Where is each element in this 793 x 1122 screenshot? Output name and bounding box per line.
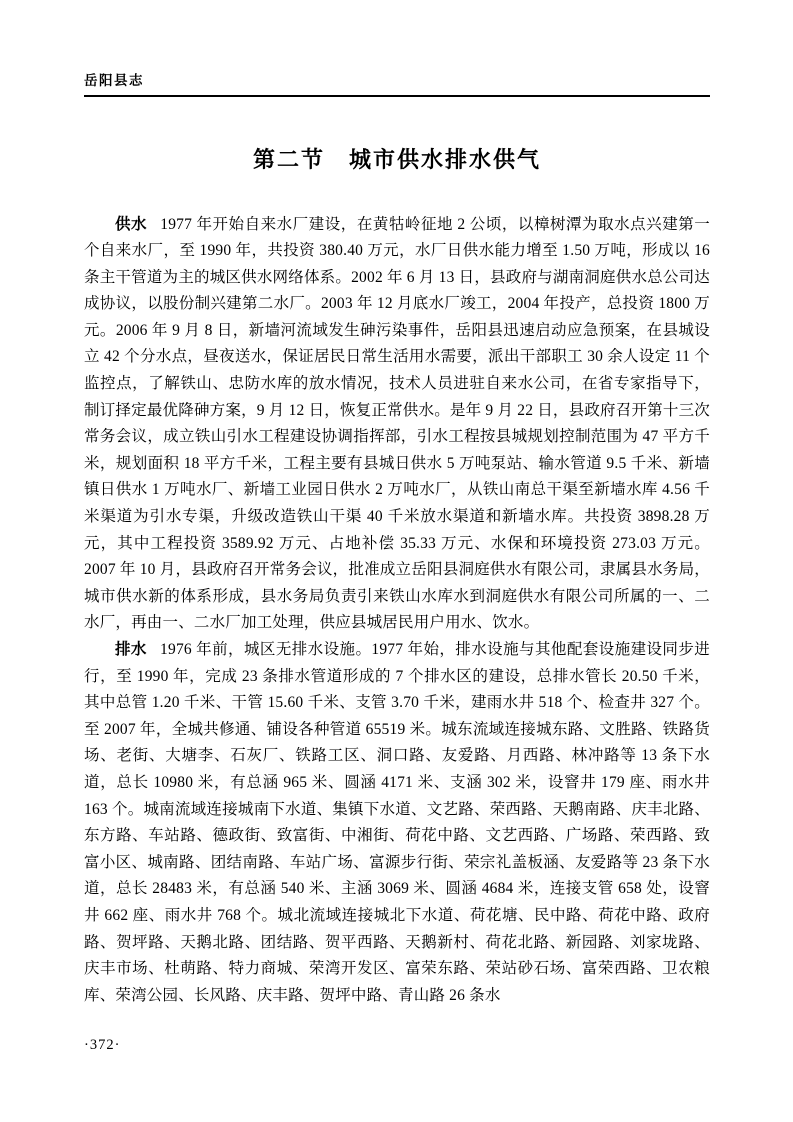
- paragraph-text-drainage: 1976 年前，城区无排水设施。1977 年始，排水设施与其他配套设施建设同步进行，至 1990 年，完成 23 条排水管道形成的 7 个排水区的建设，总排水管长 20.50 千米，其中总管 1.20 千米、干管 15.60 千米、支管 3.70 千米，建雨水井 518 个、检查井 327 个。至 2007 年，全城共修通、铺设各种管道 65519 米。城东流域连接城东路、文胜路、铁路货场、老街、大塘李、石灰厂、铁路工区、洞口路、友爱路、月西路、林冲路等 13 条下水道，总长 10980 米，有总涵 965 米、圆涵 4171 米、支涵 302 米，设窨井 179 座、雨水井 163 个。城南流域连接城南下水道、集镇下水道、文艺路、荣西路、天鹅南路、庆丰北路、东方路、车站路、德政街、致富街、中湘街、荷花中路、文艺西路、广场路、荣西路、致富小区、城南路、团结南路、车站广场、富源步行街、荣宗礼盖板涵、友爱路等 23 条下水道，总长 28483 米，有总涵 540 米、主涵 3069 米、圆涵 4684 米，连接支管 658 处，设窨井 662 座、雨水井 768 个。城北流域连接城北下水道、荷花塘、民中路、荷花中路、政府路、贺坪路、天鹅北路、团结路、贺平西路、天鹅新村、荷花北路、新园路、刘家垅路、庆丰市场、杜萌路、特力商城、荣湾开发区、富荣东路、荣站砂石场、富荣西路、卫农粮库、荣湾公园、长风路、庆丰路、贺坪中路、青山路 26 条水: [84, 641, 710, 1004]
- header-rule: [84, 95, 710, 97]
- section-title: 第二节 城市供水排水供气: [252, 146, 541, 172]
- document-page: [84, 0, 710, 1122]
- paragraph-text-water-supply: 1977 年开始自来水厂建设，在黄牯岭征地 2 公顷，以樟树潭为取水点兴建第一个自来水厂，至 1990 年，共投资 380.40 万元，水厂日供水能力增至 1.50 万吨，形成以 16 条主干管道为主的城区供水网络体系。2002 年 6 月 13 日，县政府与湖南洞庭供水总公司达成协议，以股份制兴建第二水厂。2003 年 12 月底水厂竣工，2004 年投产，总投资 1800 万元。2006 年 9 月 8 日，新墙河流域发生砷污染事件，岳阳县迅速启动应急预案，在县城设立 42 个分水点，昼夜送水，保证居民日常生活用水需要，派出干部职工 30 余人设定 11 个监控点，了解铁山、忠防水库的放水情况，技术人员进驻自来水公司，在省专家指导下，制订择定最优降砷方案，9 月 12 日，恢复正常供水。是年 9 月 22 日，县政府召开第十三次常务会议，成立铁山引水工程建设协调指挥部，引水工程按县城规划控制范围为 47 平方千米，规划面积 18 平方千米，工程主要有县城日供水 5 万吨泵站、输水管道 9.5 千米、新墙镇日供水 1 万吨水厂、新墙工业园日供水 2 万吨水厂，从铁山南总干渠至新墙水库 4.56 千米渠道为引水专渠，升级改造铁山干渠 40 千米放水渠道和新墙水库。共投资 3898.28 万元，其中工程投资 3589.92 万元、占地补偿 35.33 万元、水保和环境投资 273.03 万元。2007 年 10 月，县政府召开常务会议，批准成立岳阳县洞庭供水有限公司，隶属县水务局，城市供水新的体系形成，县水务局负责引来铁山水库水到洞庭供水有限公司所属的一、二水厂，再由一、二水厂加工处理，供应县城居民用户用水、饮水。: [84, 215, 710, 632]
- paragraph-label-water-supply: 供水: [115, 215, 148, 233]
- page-number: ·372·: [84, 1037, 121, 1053]
- paragraph-water-supply: [84, 212, 710, 638]
- paragraph-label-drainage: 排水: [115, 641, 147, 658]
- paragraph-drainage: [84, 637, 710, 1009]
- running-header: 岳阳县志: [84, 73, 144, 88]
- body-text: [84, 212, 710, 1010]
